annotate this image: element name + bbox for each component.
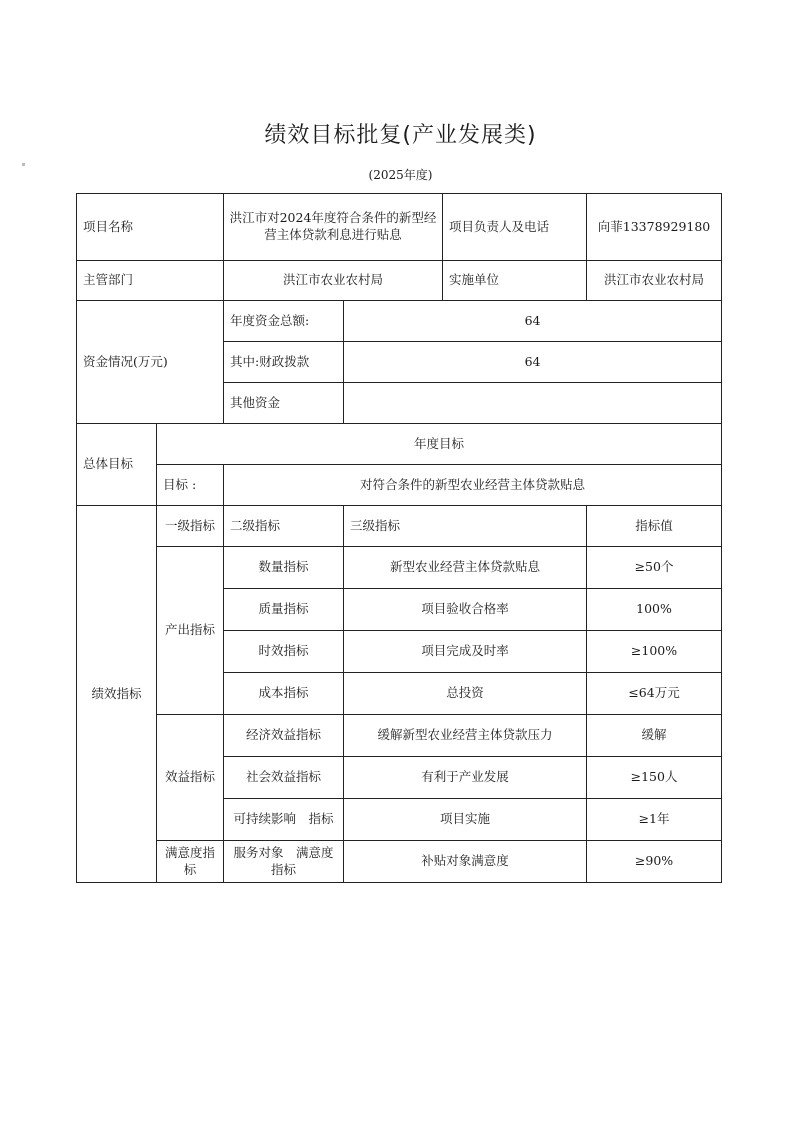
output-level3: 总投资 [344, 673, 587, 715]
overall-target-label: 目标 : [157, 465, 224, 506]
output-level3: 项目完成及时率 [344, 631, 587, 673]
project-name-value: 洪江市对2024年度符合条件的新型经营主体贷款利息进行贴息 [224, 194, 443, 261]
header-level2: 二级指标 [224, 506, 344, 547]
benefit-value: ≥150人 [587, 757, 722, 799]
output-value: ≤64万元 [587, 673, 722, 715]
impl-label: 实施单位 [443, 261, 587, 301]
benefit-label: 效益指标 [157, 715, 224, 841]
dept-value: 洪江市农业农村局 [224, 261, 443, 301]
benefit-level3: 有利于产业发展 [344, 757, 587, 799]
benefit-value: ≥1年 [587, 799, 722, 841]
output-value: ≥50个 [587, 547, 722, 589]
table-row [77, 301, 722, 342]
performance-form-table [76, 193, 722, 883]
funds-total-value: 64 [344, 301, 722, 342]
output-value: 100% [587, 589, 722, 631]
performance-label: 绩效指标 [77, 506, 157, 883]
table-row [77, 547, 722, 589]
benefit-level3: 缓解新型农业经营主体贷款压力 [344, 715, 587, 757]
output-label: 产出指标 [157, 547, 224, 715]
document-title: 绩效目标批复(产业发展类) [264, 123, 537, 148]
satisfaction-label: 满意度指标 [157, 841, 224, 883]
table-row [77, 506, 722, 547]
output-level3: 新型农业经营主体贷款贴息 [344, 547, 587, 589]
satisfaction-level2: 服务对象 满意度指标 [224, 841, 344, 883]
funds-fiscal-value: 64 [344, 342, 722, 383]
header-level3: 三级指标 [344, 506, 587, 547]
table-row [77, 424, 722, 465]
funds-other-value [344, 383, 722, 424]
benefit-level3: 项目实施 [344, 799, 587, 841]
header-value: 指标值 [587, 506, 722, 547]
project-name-label: 项目名称 [77, 194, 224, 261]
funds-total-label: 年度资金总额: [224, 301, 344, 342]
output-value: ≥100% [587, 631, 722, 673]
overall-target-value: 对符合条件的新型农业经营主体贷款贴息 [224, 465, 722, 506]
overall-annual-label: 年度目标 [157, 424, 722, 465]
benefit-level2: 社会效益指标 [224, 757, 344, 799]
output-level3: 项目验收合格率 [344, 589, 587, 631]
project-contact-label: 项目负责人及电话 [443, 194, 587, 261]
satisfaction-value: ≥90% [587, 841, 722, 883]
table-row [77, 715, 722, 757]
table-row [77, 261, 722, 301]
output-level2: 数量指标 [224, 547, 344, 589]
document-year: (2025年度) [368, 168, 433, 182]
overall-label: 总体目标 [77, 424, 157, 506]
funds-fiscal-label: 其中:财政拨款 [224, 342, 344, 383]
output-level2: 成本指标 [224, 673, 344, 715]
table-row [77, 194, 722, 261]
benefit-level2: 可持续影响 指标 [224, 799, 344, 841]
impl-value: 洪江市农业农村局 [587, 261, 722, 301]
header-level1: 一级指标 [157, 506, 224, 547]
table-row [77, 465, 722, 506]
benefit-level2: 经济效益指标 [224, 715, 344, 757]
project-contact-value: 向菲13378929180 [587, 194, 722, 261]
funds-label: 资金情况(万元) [77, 301, 224, 424]
funds-other-label: 其他资金 [224, 383, 344, 424]
dept-label: 主管部门 [77, 261, 224, 301]
output-level2: 质量指标 [224, 589, 344, 631]
benefit-value: 缓解 [587, 715, 722, 757]
output-level2: 时效指标 [224, 631, 344, 673]
table-row [77, 841, 722, 883]
satisfaction-level3: 补贴对象满意度 [344, 841, 587, 883]
